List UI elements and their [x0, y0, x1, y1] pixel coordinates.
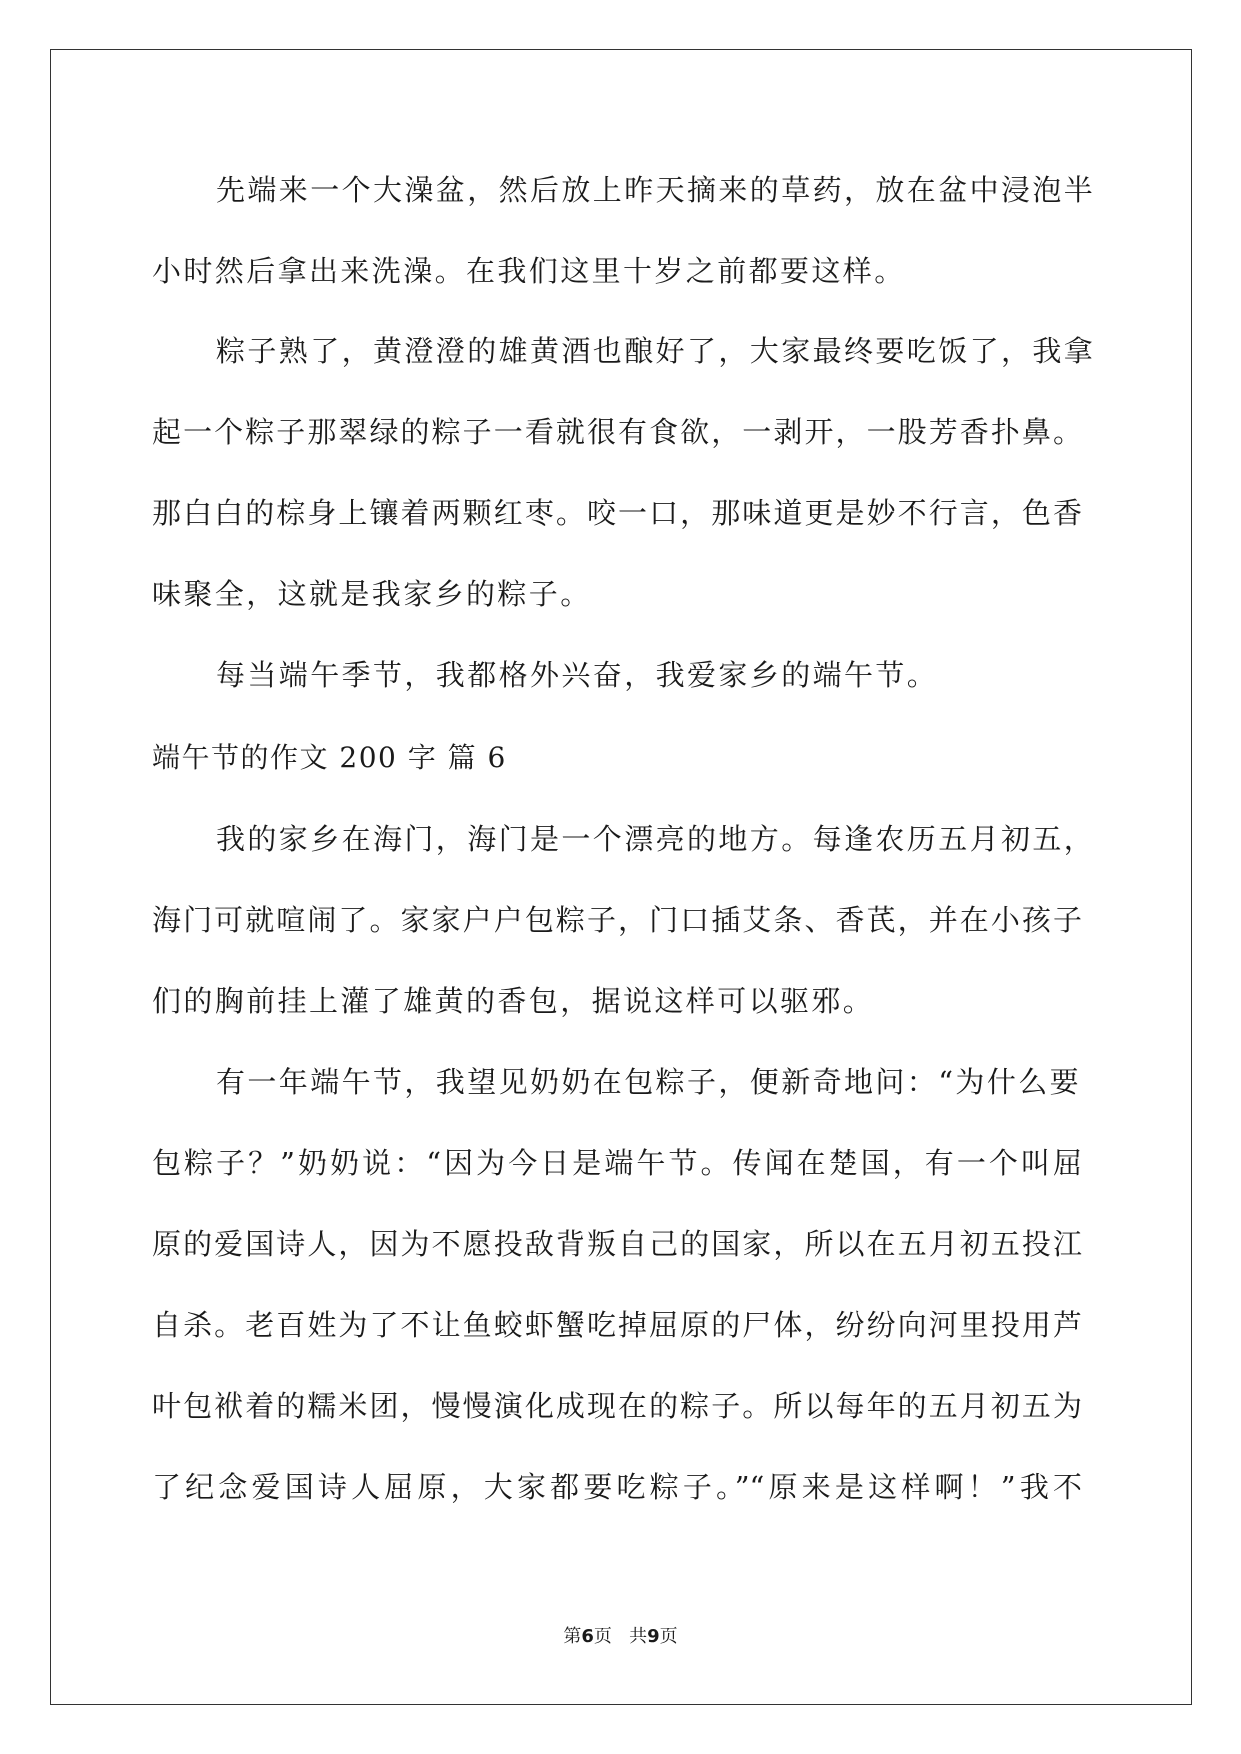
paragraph-line: 包粽子？”奶奶说：“因为今日是端午节。传闻在楚国，有一个叫屈 — [152, 1146, 1082, 1180]
paragraph-line: 起一个粽子那翠绿的粽子一看就很有食欲，一剥开，一股芳香扑鼻。 — [152, 415, 1082, 449]
footer-middle: 页 共 — [593, 1626, 648, 1647]
paragraph-line: 原的爱国诗人，因为不愿投敌背叛自己的国家，所以在五月初五投江 — [152, 1227, 1082, 1261]
footer-prefix: 第 — [563, 1626, 582, 1647]
paragraph-line: 先端来一个大澡盆，然后放上昨天摘来的草药，放在盆中浸泡半 — [216, 173, 1096, 207]
section-heading: 端午节的作文 200 字 篇 6 — [152, 741, 507, 774]
paragraph-line: 海门可就喧闹了。家家户户包粽子，门口插艾条、香芪，并在小孩子 — [152, 903, 1082, 937]
paragraph-line: 叶包袱着的糯米团，慢慢演化成现在的粽子。所以每年的五月初五为 — [152, 1389, 1082, 1423]
paragraph-line: 我的家乡在海门，海门是一个漂亮的地方。每逢农历五月初五， — [216, 822, 1096, 856]
paragraph-line: 了纪念爱国诗人屈原，大家都要吃粽子。”“原来是这样啊！”我不 — [152, 1470, 1082, 1504]
page-footer — [0, 1628, 1241, 1646]
paragraph-line: 每当端午季节，我都格外兴奋，我爱家乡的端午节。 — [216, 658, 939, 692]
paragraph-line: 那白白的棕身上镶着两颗红枣。咬一口，那味道更是妙不行言，色香 — [152, 496, 1082, 530]
paragraph-line: 味聚全，这就是我家乡的粽子。 — [152, 577, 592, 611]
paragraph-line: 有一年端午节，我望见奶奶在包粽子，便新奇地问：“为什么要 — [216, 1065, 1082, 1099]
paragraph-line: 小时然后拿出来洗澡。在我们这里十岁之前都要这样。 — [152, 254, 906, 288]
page-border — [50, 49, 1192, 1705]
paragraph-line: 自杀。老百姓为了不让鱼蛟虾蟹吃掉屈原的尸体，纷纷向河里投用芦 — [152, 1308, 1082, 1342]
paragraph-line: 们的胸前挂上灌了雄黄的香包，据说这样可以驱邪。 — [152, 984, 875, 1018]
total-page-count: 9 — [647, 1626, 660, 1647]
paragraph-line: 粽子熟了，黄澄澄的雄黄酒也酿好了，大家最终要吃饭了，我拿 — [216, 334, 1096, 368]
current-page-number: 6 — [581, 1626, 594, 1647]
footer-suffix: 页 — [659, 1626, 678, 1647]
